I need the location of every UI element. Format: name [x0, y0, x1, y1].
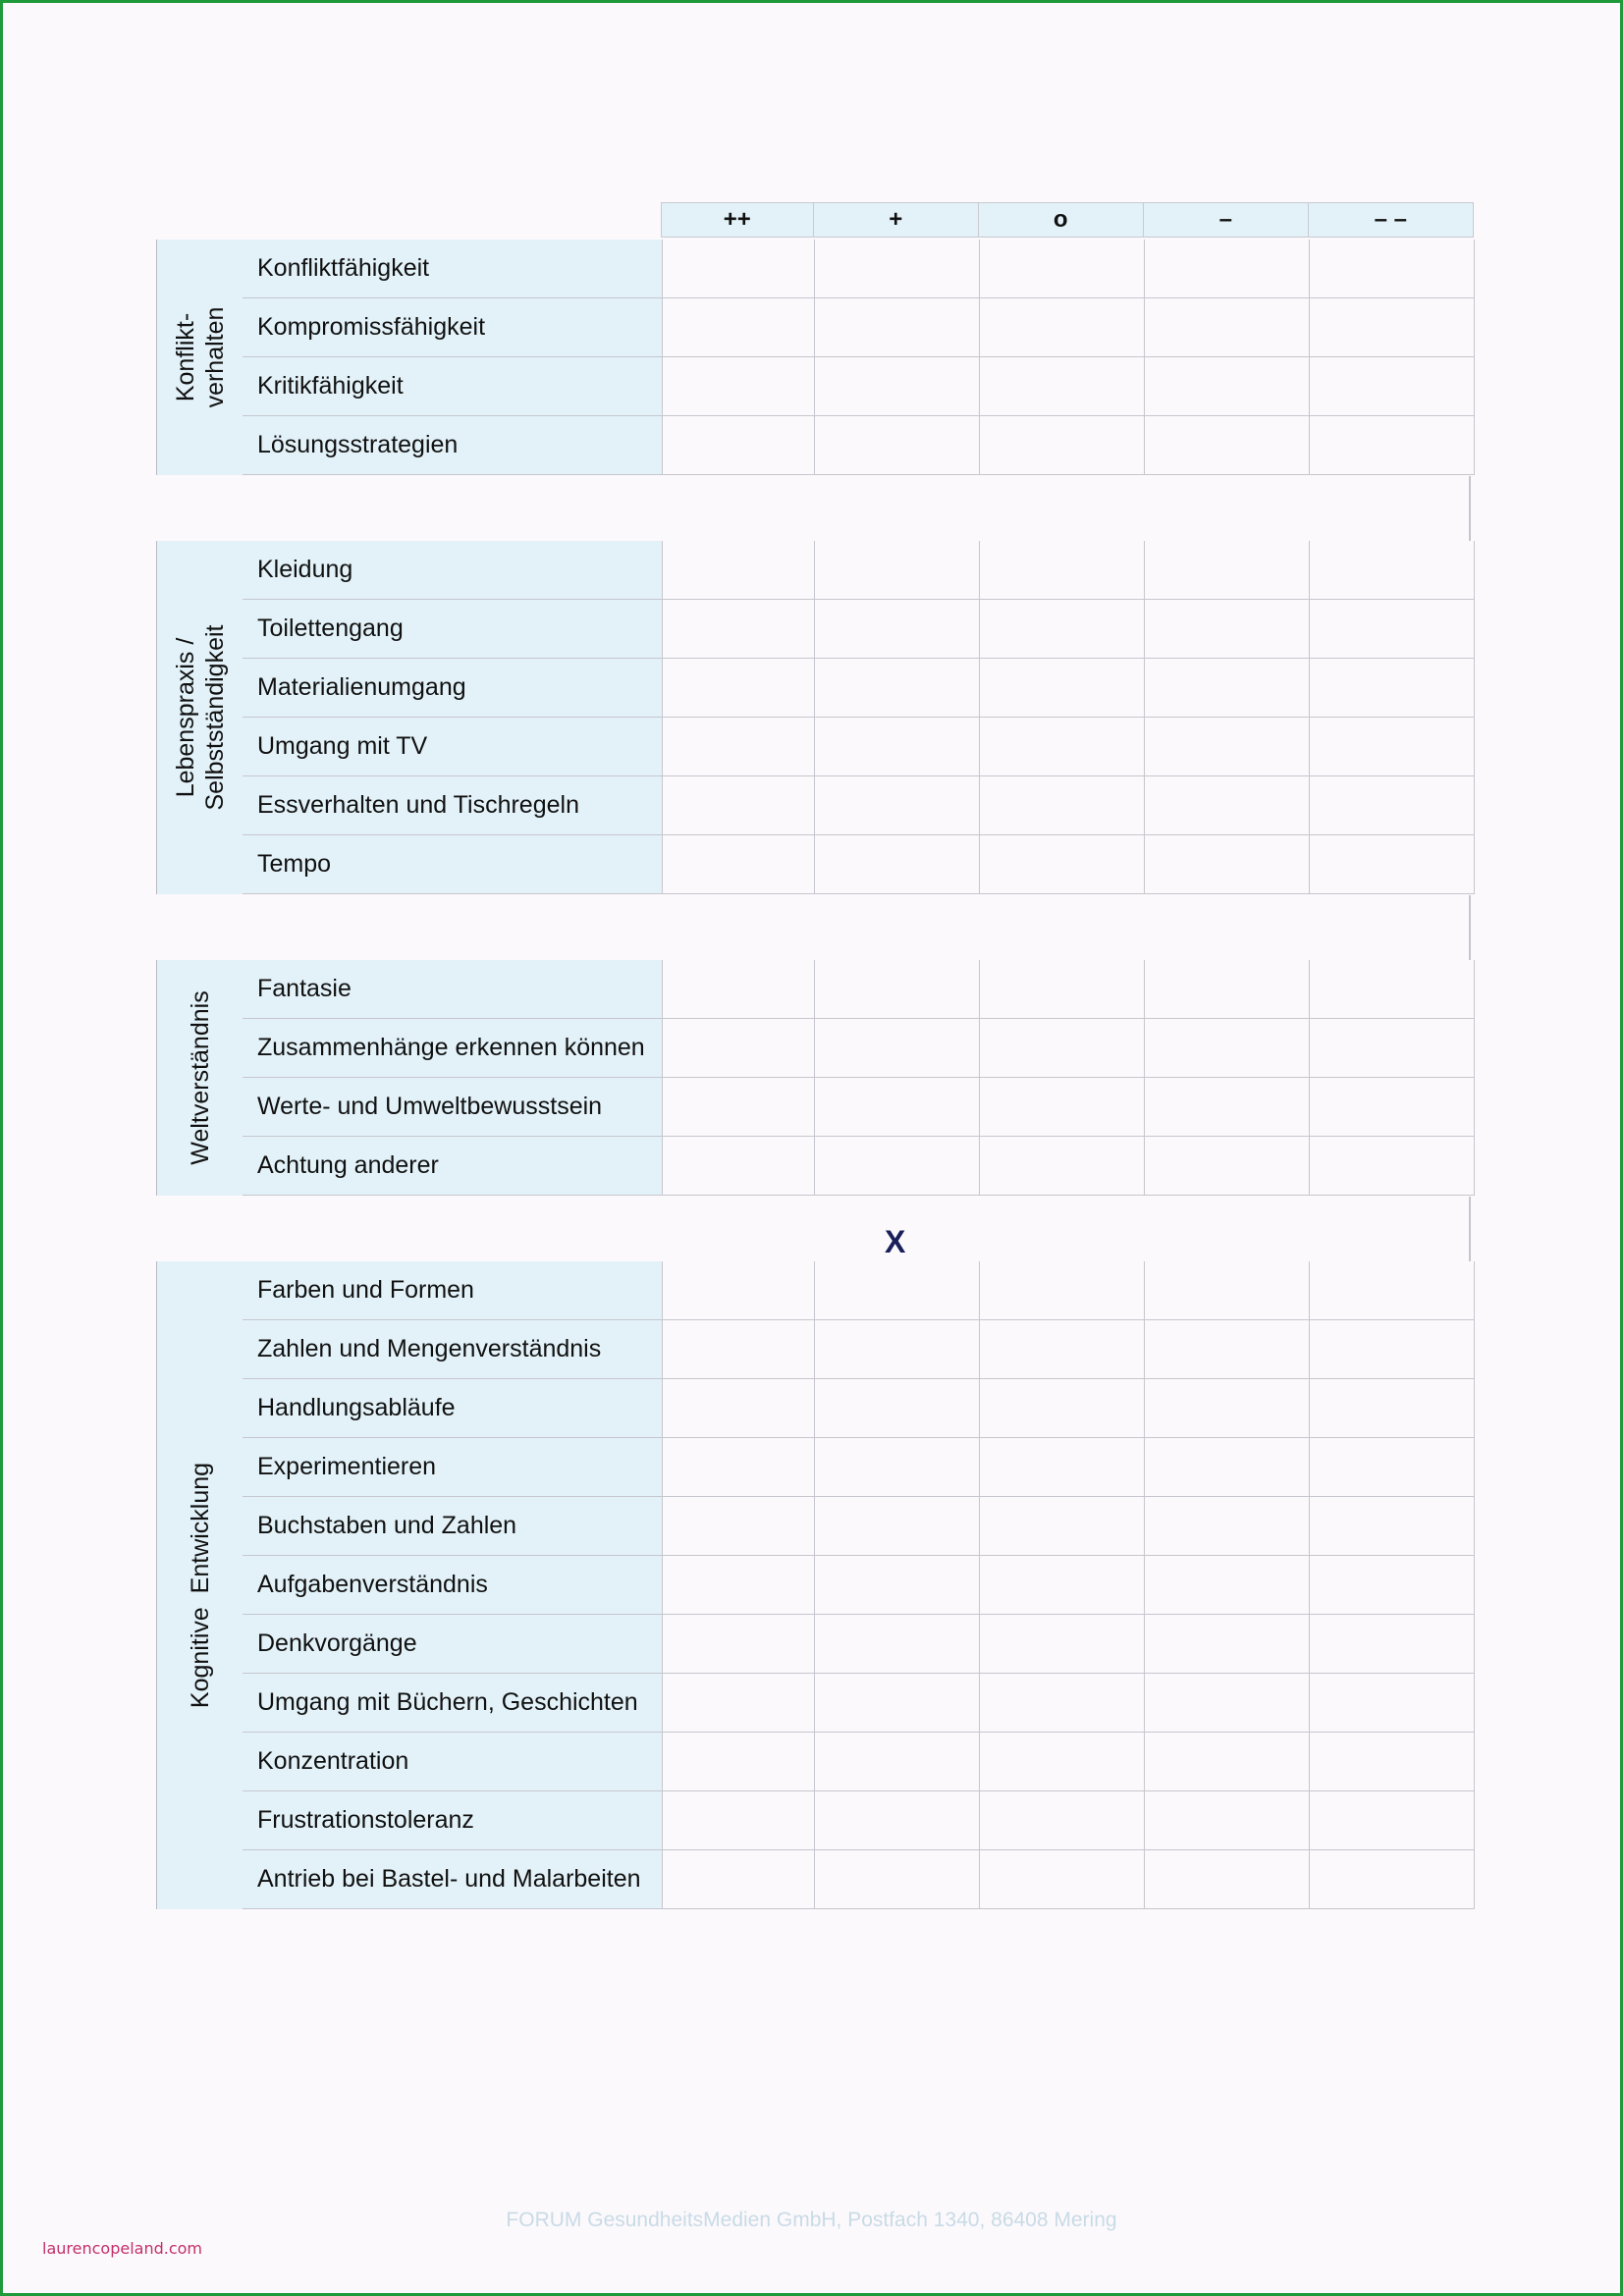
rating-cell[interactable]	[1310, 835, 1475, 894]
rating-cell[interactable]	[663, 357, 815, 416]
table-row	[243, 1019, 1475, 1078]
rating-cell[interactable]	[663, 1078, 815, 1137]
rating-cell[interactable]	[663, 1320, 815, 1379]
item-label: Konfliktfähigkeit	[243, 240, 663, 298]
table-row	[243, 1438, 1475, 1497]
item-label: Frustrationstoleranz	[243, 1791, 663, 1850]
rating-cell[interactable]	[1145, 1019, 1310, 1078]
item-label: Antrieb bei Bastel- und Malarbeiten	[243, 1850, 663, 1909]
rating-cell[interactable]	[1310, 1791, 1475, 1850]
table-row	[243, 357, 1475, 416]
item-label: Kompromissfähigkeit	[243, 298, 663, 357]
rating-cell[interactable]	[980, 718, 1145, 776]
table-row	[243, 600, 1475, 659]
rating-cell[interactable]	[1145, 1497, 1310, 1556]
category-label: Konflikt- verhalten	[171, 306, 229, 408]
rating-cell[interactable]	[1145, 960, 1310, 1019]
rating-cell[interactable]	[1145, 416, 1310, 475]
rating-cell[interactable]	[663, 1674, 815, 1733]
rating-cell[interactable]	[980, 600, 1145, 659]
rating-cell[interactable]	[815, 960, 980, 1019]
rating-cell[interactable]	[1310, 240, 1475, 298]
rating-cell[interactable]	[980, 1791, 1145, 1850]
table-row	[243, 541, 1475, 600]
table-row	[243, 659, 1475, 718]
table-row	[243, 1137, 1475, 1196]
category-cell	[156, 960, 243, 1196]
table-row	[243, 1674, 1475, 1733]
item-label: Buchstaben und Zahlen	[243, 1497, 663, 1556]
rating-cell[interactable]	[980, 1556, 1145, 1615]
rating-cell[interactable]	[663, 600, 815, 659]
item-label: Umgang mit Büchern, Geschichten	[243, 1674, 663, 1733]
rating-cell[interactable]	[663, 416, 815, 475]
rating-cell[interactable]	[1310, 1078, 1475, 1137]
rating-column-header: ++	[661, 202, 815, 238]
rating-cell[interactable]	[1310, 1137, 1475, 1196]
rating-cell[interactable]	[663, 1261, 815, 1320]
rating-cell[interactable]	[980, 960, 1145, 1019]
rating-cell[interactable]	[1310, 1850, 1475, 1909]
table-row	[243, 298, 1475, 357]
rating-cell[interactable]	[1310, 541, 1475, 600]
item-label: Fantasie	[243, 960, 663, 1019]
rating-column-header: o	[978, 202, 1145, 238]
rating-cell[interactable]	[815, 1019, 980, 1078]
rating-cell[interactable]	[815, 1379, 980, 1438]
rating-cell[interactable]	[663, 718, 815, 776]
rating-cell[interactable]	[1145, 357, 1310, 416]
rating-cell[interactable]	[1145, 1615, 1310, 1674]
rating-cell[interactable]	[1145, 659, 1310, 718]
rating-cell[interactable]	[1145, 835, 1310, 894]
footer-text: FORUM GesundheitsMedien GmbH, Postfach 1340, 86408 Mering	[506, 2209, 1117, 2231]
rating-cell[interactable]	[980, 1379, 1145, 1438]
rating-cell[interactable]	[663, 960, 815, 1019]
rating-cell[interactable]	[663, 1733, 815, 1791]
table-row	[243, 1733, 1475, 1791]
item-label: Experimentieren	[243, 1438, 663, 1497]
table-right-border	[1469, 476, 1471, 541]
rating-cell[interactable]	[980, 1850, 1145, 1909]
rating-cell[interactable]	[1310, 1497, 1475, 1556]
rating-cell[interactable]	[1145, 776, 1310, 835]
item-label: Werte- und Umweltbewusstsein	[243, 1078, 663, 1137]
table-row	[243, 835, 1475, 894]
rating-cell[interactable]	[815, 240, 980, 298]
rating-cell[interactable]	[1145, 1791, 1310, 1850]
rating-cell[interactable]	[1145, 1438, 1310, 1497]
table-row	[243, 1850, 1475, 1909]
table-row	[243, 240, 1475, 298]
table-row	[243, 960, 1475, 1019]
rating-cell[interactable]	[815, 1497, 980, 1556]
rating-cell[interactable]	[1145, 600, 1310, 659]
table-row	[243, 1556, 1475, 1615]
table-row	[243, 1261, 1475, 1320]
rating-cell[interactable]	[1310, 1379, 1475, 1438]
category-label: Weltverständnis	[186, 990, 214, 1165]
rating-cell[interactable]	[663, 1379, 815, 1438]
rating-cell[interactable]	[663, 1497, 815, 1556]
rating-cell[interactable]	[1310, 600, 1475, 659]
rating-cell[interactable]	[663, 240, 815, 298]
rating-cell[interactable]	[980, 298, 1145, 357]
category-cell	[156, 240, 243, 475]
rating-cell[interactable]	[815, 659, 980, 718]
category-group	[156, 240, 1472, 475]
rating-cell[interactable]	[815, 600, 980, 659]
rating-cell[interactable]	[663, 1615, 815, 1674]
rating-cell[interactable]	[1310, 1556, 1475, 1615]
rating-cell[interactable]	[663, 1019, 815, 1078]
item-label: Farben und Formen	[243, 1261, 663, 1320]
category-cell	[156, 541, 243, 894]
category-group	[156, 1261, 1472, 1909]
rating-cell[interactable]	[815, 1137, 980, 1196]
rating-cell[interactable]	[980, 1674, 1145, 1733]
rating-cell[interactable]	[1145, 718, 1310, 776]
rating-cell[interactable]	[980, 835, 1145, 894]
rating-cell[interactable]	[1145, 298, 1310, 357]
item-label: Essverhalten und Tischregeln	[243, 776, 663, 835]
item-label: Tempo	[243, 835, 663, 894]
rating-cell[interactable]	[980, 659, 1145, 718]
rating-cell[interactable]	[980, 1615, 1145, 1674]
table-row	[243, 1791, 1475, 1850]
rating-cell[interactable]	[815, 1320, 980, 1379]
rating-cell[interactable]	[663, 659, 815, 718]
rating-cell[interactable]	[815, 1261, 980, 1320]
rating-cell[interactable]	[980, 1137, 1145, 1196]
rating-cell[interactable]	[815, 1078, 980, 1137]
rating-cell[interactable]	[980, 1019, 1145, 1078]
category-cell	[156, 1261, 243, 1909]
rating-cell[interactable]	[1310, 1674, 1475, 1733]
rating-cell[interactable]	[1145, 1556, 1310, 1615]
rating-cell[interactable]	[1310, 659, 1475, 718]
rating-cell[interactable]	[815, 1850, 980, 1909]
rating-cell[interactable]	[980, 541, 1145, 600]
rating-cell[interactable]	[980, 357, 1145, 416]
table-row	[243, 1615, 1475, 1674]
category-group	[156, 541, 1472, 894]
rating-cell[interactable]	[815, 1791, 980, 1850]
watermark: laurencopeland.com	[42, 2239, 202, 2258]
rating-cell[interactable]	[1145, 240, 1310, 298]
rating-cell[interactable]	[815, 1615, 980, 1674]
rating-column-header: –	[1143, 202, 1310, 238]
rating-cell[interactable]	[980, 1320, 1145, 1379]
rating-cell[interactable]	[980, 416, 1145, 475]
rating-cell[interactable]	[815, 298, 980, 357]
rating-cell[interactable]	[815, 776, 980, 835]
rating-cell[interactable]	[1310, 298, 1475, 357]
rating-cell[interactable]	[980, 776, 1145, 835]
table-row	[243, 776, 1475, 835]
table-row	[243, 718, 1475, 776]
rating-cell[interactable]	[815, 416, 980, 475]
item-label: Aufgabenverständnis	[243, 1556, 663, 1615]
rating-cell[interactable]	[815, 1674, 980, 1733]
rating-cell[interactable]	[980, 1261, 1145, 1320]
rating-cell[interactable]	[980, 1497, 1145, 1556]
item-label: Umgang mit TV	[243, 718, 663, 776]
rating-cell[interactable]	[1145, 1261, 1310, 1320]
item-label: Materialienumgang	[243, 659, 663, 718]
rating-cell[interactable]	[663, 835, 815, 894]
rating-cell[interactable]	[1145, 1733, 1310, 1791]
rating-cell[interactable]	[980, 1733, 1145, 1791]
table-row	[243, 1379, 1475, 1438]
rating-cell[interactable]	[815, 541, 980, 600]
rating-cell[interactable]	[980, 1078, 1145, 1137]
rating-cell[interactable]	[1310, 960, 1475, 1019]
rating-cell[interactable]	[663, 1556, 815, 1615]
rating-cell[interactable]	[815, 835, 980, 894]
rating-cell[interactable]	[1145, 1850, 1310, 1909]
item-label: Handlungsabläufe	[243, 1379, 663, 1438]
rating-cell[interactable]	[663, 541, 815, 600]
category-label: Lebenspraxis / Selbstständigkeit	[171, 624, 229, 811]
category-group	[156, 960, 1472, 1196]
rating-cell[interactable]	[1310, 357, 1475, 416]
rating-cell[interactable]	[663, 1137, 815, 1196]
rating-cell[interactable]	[815, 357, 980, 416]
item-label: Kritikfähigkeit	[243, 357, 663, 416]
rating-cell[interactable]	[1310, 776, 1475, 835]
rating-cell[interactable]	[663, 776, 815, 835]
rating-cell[interactable]	[663, 1850, 815, 1909]
rating-cell[interactable]	[1145, 1379, 1310, 1438]
rating-cell[interactable]	[1145, 541, 1310, 600]
rating-cell[interactable]	[815, 1733, 980, 1791]
table-right-border	[1469, 895, 1471, 960]
rating-cell[interactable]	[663, 298, 815, 357]
rating-cell[interactable]	[815, 1556, 980, 1615]
item-label: Denkvorgänge	[243, 1615, 663, 1674]
rating-cell[interactable]	[1310, 1261, 1475, 1320]
rating-cell[interactable]	[1310, 416, 1475, 475]
rating-column-header: – –	[1308, 202, 1475, 238]
assessment-page	[3, 3, 1620, 2293]
rating-column-header: +	[813, 202, 980, 238]
rating-cell[interactable]	[1310, 1438, 1475, 1497]
rating-cell[interactable]	[815, 718, 980, 776]
x-mark: X	[885, 1224, 906, 1259]
item-label: Zusammenhänge erkennen können	[243, 1019, 663, 1078]
item-label: Zahlen und Mengenverständnis	[243, 1320, 663, 1379]
rating-cell[interactable]	[1145, 1078, 1310, 1137]
rating-cell[interactable]	[1310, 1733, 1475, 1791]
rating-cell[interactable]	[1310, 1320, 1475, 1379]
rating-cell[interactable]	[1310, 1019, 1475, 1078]
item-label: Konzentration	[243, 1733, 663, 1791]
rating-cell[interactable]	[1145, 1137, 1310, 1196]
rating-cell[interactable]	[980, 240, 1145, 298]
item-label: Kleidung	[243, 541, 663, 600]
category-label: Kognitive Entwicklung	[186, 1462, 214, 1709]
rating-header-row	[662, 202, 1474, 238]
item-label: Toilettengang	[243, 600, 663, 659]
rating-cell[interactable]	[663, 1438, 815, 1497]
rating-cell[interactable]	[1310, 718, 1475, 776]
table-row	[243, 1320, 1475, 1379]
table-right-border	[1469, 1197, 1471, 1261]
table-row	[243, 1078, 1475, 1137]
item-label: Achtung anderer	[243, 1137, 663, 1196]
rating-cell[interactable]	[815, 1438, 980, 1497]
rating-cell[interactable]	[1145, 1674, 1310, 1733]
item-label: Lösungsstrategien	[243, 416, 663, 475]
rating-cell[interactable]	[1310, 1615, 1475, 1674]
table-row	[243, 1497, 1475, 1556]
rating-cell[interactable]	[663, 1791, 815, 1850]
table-row	[243, 416, 1475, 475]
rating-cell[interactable]	[980, 1438, 1145, 1497]
rating-cell[interactable]	[1145, 1320, 1310, 1379]
